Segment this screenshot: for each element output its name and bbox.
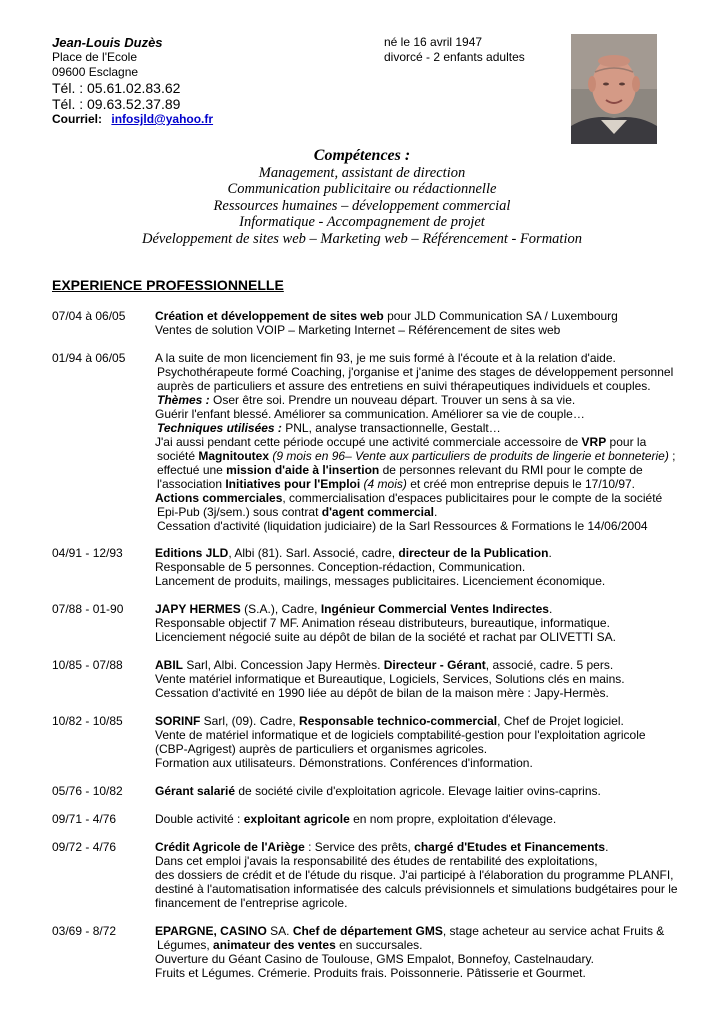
entry-text: ; (668, 449, 676, 463)
entry-text: J'ai aussi pendant cette période occupé une activité commerciale accessoire de (155, 435, 582, 449)
entry-company: Editions JLD (155, 546, 229, 560)
entry-text: . (605, 840, 609, 854)
entry-company: JAPY HERMES (155, 602, 241, 616)
contact-block (52, 35, 213, 127)
entry-text: Cessation d'activité en 1990 liée au dépôt de bilan de la maison mère : Japy-Hermès. (155, 686, 609, 700)
competences-title: Compétences : (313, 147, 411, 164)
entry-date: 04/91 - 12/93 (52, 546, 123, 560)
entry-date: 07/88 - 01-90 (52, 602, 124, 616)
competence-item: Communication publicitaire ou rédactionnelle (227, 181, 497, 197)
entry-text: Responsable objectif 7 MF. Animation réseau distributeurs, bureautique, informatique. (155, 616, 610, 630)
entry-role: Gérant salarié (155, 784, 236, 798)
entry-text: de personnes relevant du RMI pour le compte de (379, 463, 643, 477)
entry-date: 01/94 à 06/05 (52, 351, 126, 365)
entry-body (155, 602, 695, 644)
entry-highlight: Actions commerciales (155, 491, 283, 505)
entry-text: des dossiers de crédit et de l'étude du risque. J'ai participé à l'élaboration du programme PLANFI, (155, 868, 674, 882)
address-line-2: 09600 Esclagne (52, 65, 139, 79)
entry-text: Guérir l'enfant blessé. Améliorer sa communication. Améliorer sa vie de couple… (155, 407, 585, 421)
entry-role: Chef de département GMS (292, 924, 443, 938)
entry-date: 05/76 - 10/82 (52, 784, 123, 798)
entry-text: . (433, 505, 438, 519)
entry-body (155, 812, 695, 826)
entry-text: l'association (157, 477, 226, 491)
competence-item: Développement de sites web – Marketing web – Référencement - Formation (142, 231, 582, 247)
entry-body (155, 309, 695, 337)
entry-text: Ouverture du Géant Casino de Toulouse, GMS Empalot, Bonnefoy, Castelnaudary. (155, 952, 594, 966)
entry-text: Responsable de 5 personnes. Conception-rédaction, Communication. (155, 560, 526, 574)
entry-role: Directeur - Gérant (383, 658, 486, 672)
entry-role: exploitant agricole (243, 812, 350, 826)
entry-role: chargé d'Etudes et Financements (414, 840, 606, 854)
entry-body (155, 924, 695, 980)
entry-text: auprès de particuliers et assure des entretiens en suivi thérapeutiques individuels et couples. (157, 379, 651, 393)
entry-text: pour JLD Communication SA / Luxembourg (383, 309, 618, 323)
themes-label: Thèmes : (157, 393, 210, 407)
entry-body (155, 546, 695, 588)
entry-role: animateur des ventes (213, 938, 336, 952)
entry-text: financement de l'entreprise agricole. (155, 896, 348, 910)
entry-highlight: d'agent commercial (321, 505, 434, 519)
entry-text: en nom propre, exploitation d'élevage. (349, 812, 557, 826)
entry-body (155, 351, 695, 533)
entry-text: , stage acheteur au service achat Fruits & (442, 924, 665, 938)
entry-role: Responsable technico-commercial (299, 714, 498, 728)
entry-text: SA. (266, 924, 293, 938)
entry-text: Sarl, Albi. Concession Japy Hermès. (183, 658, 384, 672)
entry-date: 09/71 - 4/76 (52, 812, 117, 826)
entry-text: (4 mois) (360, 477, 407, 491)
entry-text: Formation aux utilisateurs. Démonstrations. Conférences d'information. (155, 756, 533, 770)
entry-role: Création et développement de sites web (155, 309, 384, 323)
entry-body (155, 714, 695, 770)
address-line-1: Place de l'Ecole (52, 50, 138, 64)
entry-text: Ventes de solution VOIP – Marketing Internet – Référencement de sites web (155, 323, 561, 337)
entry-text: PNL, analyse transactionnelle, Gestalt… (281, 421, 501, 435)
entry-text: Licenciement négocié suite au dépôt de bilan de la société et rachat par OLIVETTI SA. (155, 630, 616, 644)
entry-text: (CBP-Agrigest) auprès de particuliers et organismes agricoles. (155, 742, 488, 756)
entry-text: . (548, 546, 552, 560)
entry-text: Cessation d'activité (liquidation judiciaire) de la Sarl Ressources & Formations le 14/06/2004 (157, 519, 648, 533)
entry-role: directeur de la Publication (398, 546, 549, 560)
family-status: divorcé - 2 enfants adultes (384, 50, 525, 64)
entry-text: A la suite de mon licenciement fin 93, je me suis formé à l'écoute et à la relation d'aide. (155, 351, 616, 365)
entry-company: SORINF (155, 714, 201, 728)
entry-text: (S.A.), Cadre, (240, 602, 321, 616)
entry-text: (9 mois en 96– Vente aux particuliers de produits de lingerie et bonneterie) (269, 449, 669, 463)
entry-text: , associé, cadre. 5 pers. (485, 658, 614, 672)
entry-body (155, 784, 695, 798)
entry-text: Sarl, (09). Cadre, (200, 714, 300, 728)
entry-text: . (548, 602, 553, 616)
phone-2: Tél. : 09.63.52.37.89 (52, 96, 181, 112)
entry-highlight: Initiatives pour l'Emploi (225, 477, 361, 491)
entry-text: en succursales. (335, 938, 423, 952)
entry-highlight: mission d'aide à l'insertion (226, 463, 380, 477)
entry-text: Dans cet emploi j'avais la responsabilité des études de rentabilité des exploitations, (155, 854, 598, 868)
entry-text: Légumes, (157, 938, 214, 952)
entry-text: destiné à l'automatisation informatisée des calculs prévisionnels et simulations budgétaires pour le (155, 882, 678, 896)
entry-highlight: Magnitoutex (198, 449, 270, 463)
entry-text: Vente de matériel informatique et de logiciels comptabilité-gestion pour l'exploitation agricole (155, 728, 646, 742)
entry-text: Oser être soi. Prendre un nouveau départ. Trouver un sens à sa vie. (209, 393, 576, 407)
entry-body (155, 840, 695, 910)
personal-info (384, 35, 525, 65)
entry-highlight: VRP (581, 435, 607, 449)
entry-date: 03/69 - 8/72 (52, 924, 117, 938)
entry-text: effectué une (157, 463, 227, 477)
entry-text: Vente matériel informatique et Bureautique, Logiciels, Services, Solutions clés en mains. (155, 672, 625, 686)
entry-text: Psychothérapeute formé Coaching, j'organise et j'anime des stages de développement personnel (157, 365, 674, 379)
techniques-label: Techniques utilisées : (157, 421, 282, 435)
entry-date: 09/72 - 4/76 (52, 840, 117, 854)
entry-text: société (157, 449, 199, 463)
entry-text: pour la (606, 435, 647, 449)
entry-text: , Chef de Projet logiciel. (497, 714, 624, 728)
email-label: Courriel: (52, 112, 103, 126)
entry-company: Crédit Agricole de l'Ariège (155, 840, 305, 854)
email-link[interactable]: infosjld@yahoo.fr (111, 112, 214, 126)
candidate-name: Jean-Louis Duzès (52, 35, 163, 50)
competence-item: Management, assistant de direction (258, 165, 466, 181)
section-title: EXPERIENCE PROFESSIONNELLE (52, 277, 284, 293)
entry-date: 10/82 - 10/85 (52, 714, 123, 728)
birth-date: né le 16 avril 1947 (384, 35, 483, 49)
entry-text: , Albi (81). Sarl. Associé, cadre, (228, 546, 399, 560)
phone-1: Tél. : 05.61.02.83.62 (52, 80, 181, 96)
entry-company: EPARGNE, CASINO (155, 924, 267, 938)
entry-text: Lancement de produits, mailings, messages publicitaires. Licenciement économique. (155, 574, 606, 588)
entry-text: Fruits et Légumes. Crémerie. Produits frais. Poissonnerie. Pâtisserie et Gourmet. (155, 966, 586, 980)
entry-date: 07/04 à 06/05 (52, 309, 126, 323)
entry-company: ABIL (155, 658, 183, 672)
portrait-image (571, 34, 657, 144)
competence-item: Informatique - Accompagnement de projet (239, 214, 485, 230)
entry-text: de société civile d'exploitation agricole. Elevage laitier ovins-caprins. (235, 784, 601, 798)
entry-date: 10/85 - 07/88 (52, 658, 123, 672)
profile-photo (571, 34, 657, 144)
entry-role: Ingénieur Commercial Ventes Indirectes (320, 602, 549, 616)
entry-text: : Service des prêts, (304, 840, 415, 854)
entry-text: Double activité : (155, 812, 244, 826)
competence-item: Ressources humaines – développement commercial (213, 198, 511, 214)
entry-text: et créé mon entreprise depuis le 17/10/97. (406, 477, 636, 491)
entry-text: Epi-Pub (3j/sem.) sous contrat (157, 505, 322, 519)
entry-text: , commercialisation d'espaces publicitaires pour le compte de la société (282, 491, 663, 505)
entry-body (155, 658, 695, 700)
